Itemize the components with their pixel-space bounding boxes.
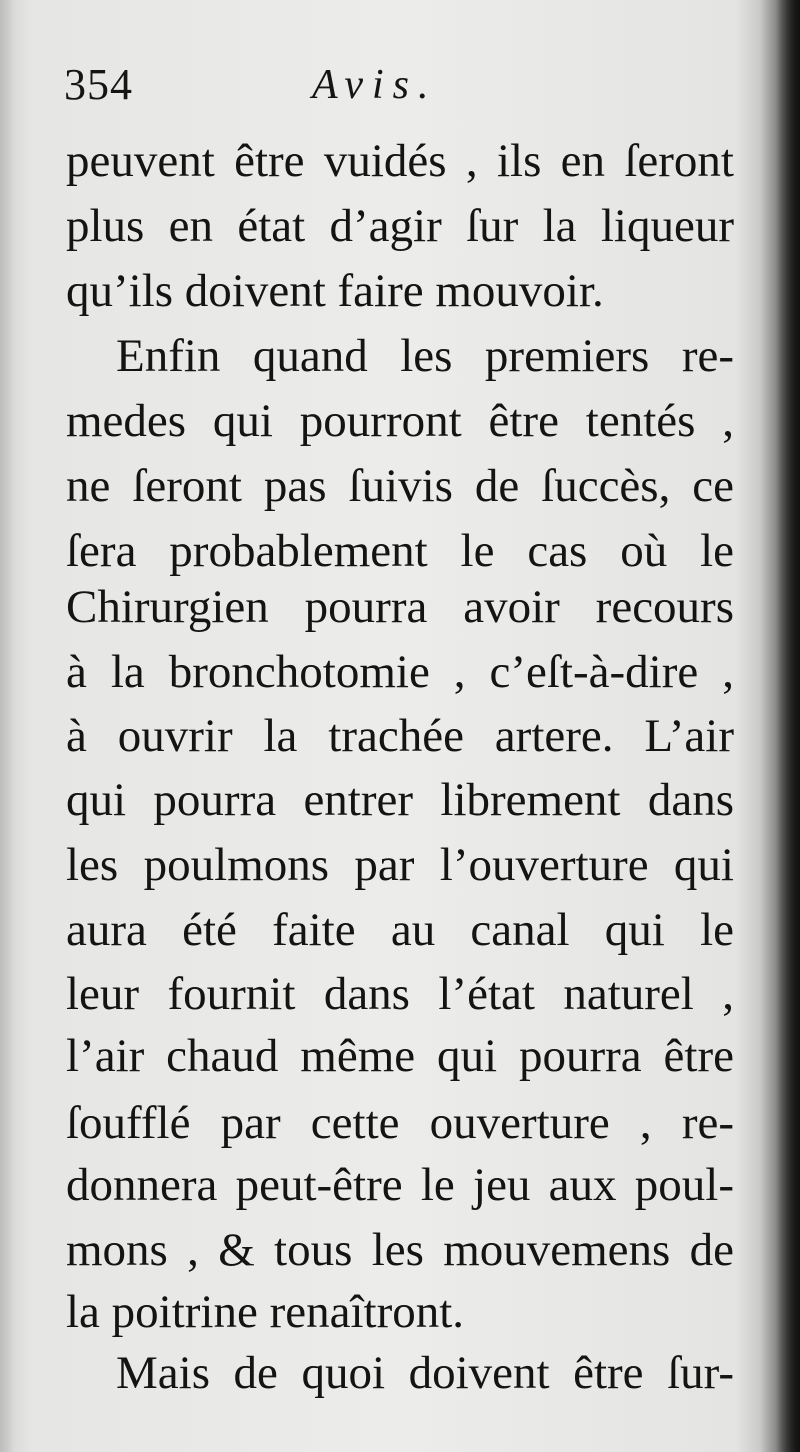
text-line: Chirurgien pourra avoir recours <box>66 581 734 633</box>
text-line: les poulmons par l’ouverture qui <box>66 839 734 891</box>
text-line: medes qui pourront être tentés , <box>66 395 734 447</box>
text-line: aura été faite au canal qui le <box>66 904 734 956</box>
text-line: à la bronchotomie , c’eſt-à-dire , <box>66 646 734 698</box>
text-line: à ouvrir la trachée artere. L’air <box>66 710 734 762</box>
text-line: plus en état d’agir ſur la liqueur <box>66 200 734 252</box>
text-line: peuvent être vuidés , ils en ſeront <box>66 135 734 187</box>
text-line: qui pourra entrer librement dans <box>66 774 734 826</box>
text-line: donnera peut-être le jeu aux poul- <box>66 1159 734 1211</box>
text-line: mons , & tous les mouvemens de <box>66 1224 734 1276</box>
text-line: leur fournit dans l’état naturel , <box>66 968 734 1020</box>
text-line: ſoufflé par cette ouverture , re- <box>66 1097 734 1149</box>
text-line: Enfin quand les premiers re- <box>116 330 734 382</box>
page-number: 354 <box>64 60 133 109</box>
text-line: qu’ils doivent faire mouvoir. <box>66 265 604 317</box>
running-head: Avis. <box>312 62 438 108</box>
text-line: l’air chaud même qui pourra être <box>66 1030 734 1082</box>
text-line: Mais de quoi doivent être ſur- <box>116 1347 734 1399</box>
text-line: ne ſeront pas ſuivis de ſuccès, ce <box>66 460 734 512</box>
text-line: la poitrine renaîtront. <box>66 1286 465 1338</box>
text-line: ſera probablement le cas où le <box>66 525 734 577</box>
